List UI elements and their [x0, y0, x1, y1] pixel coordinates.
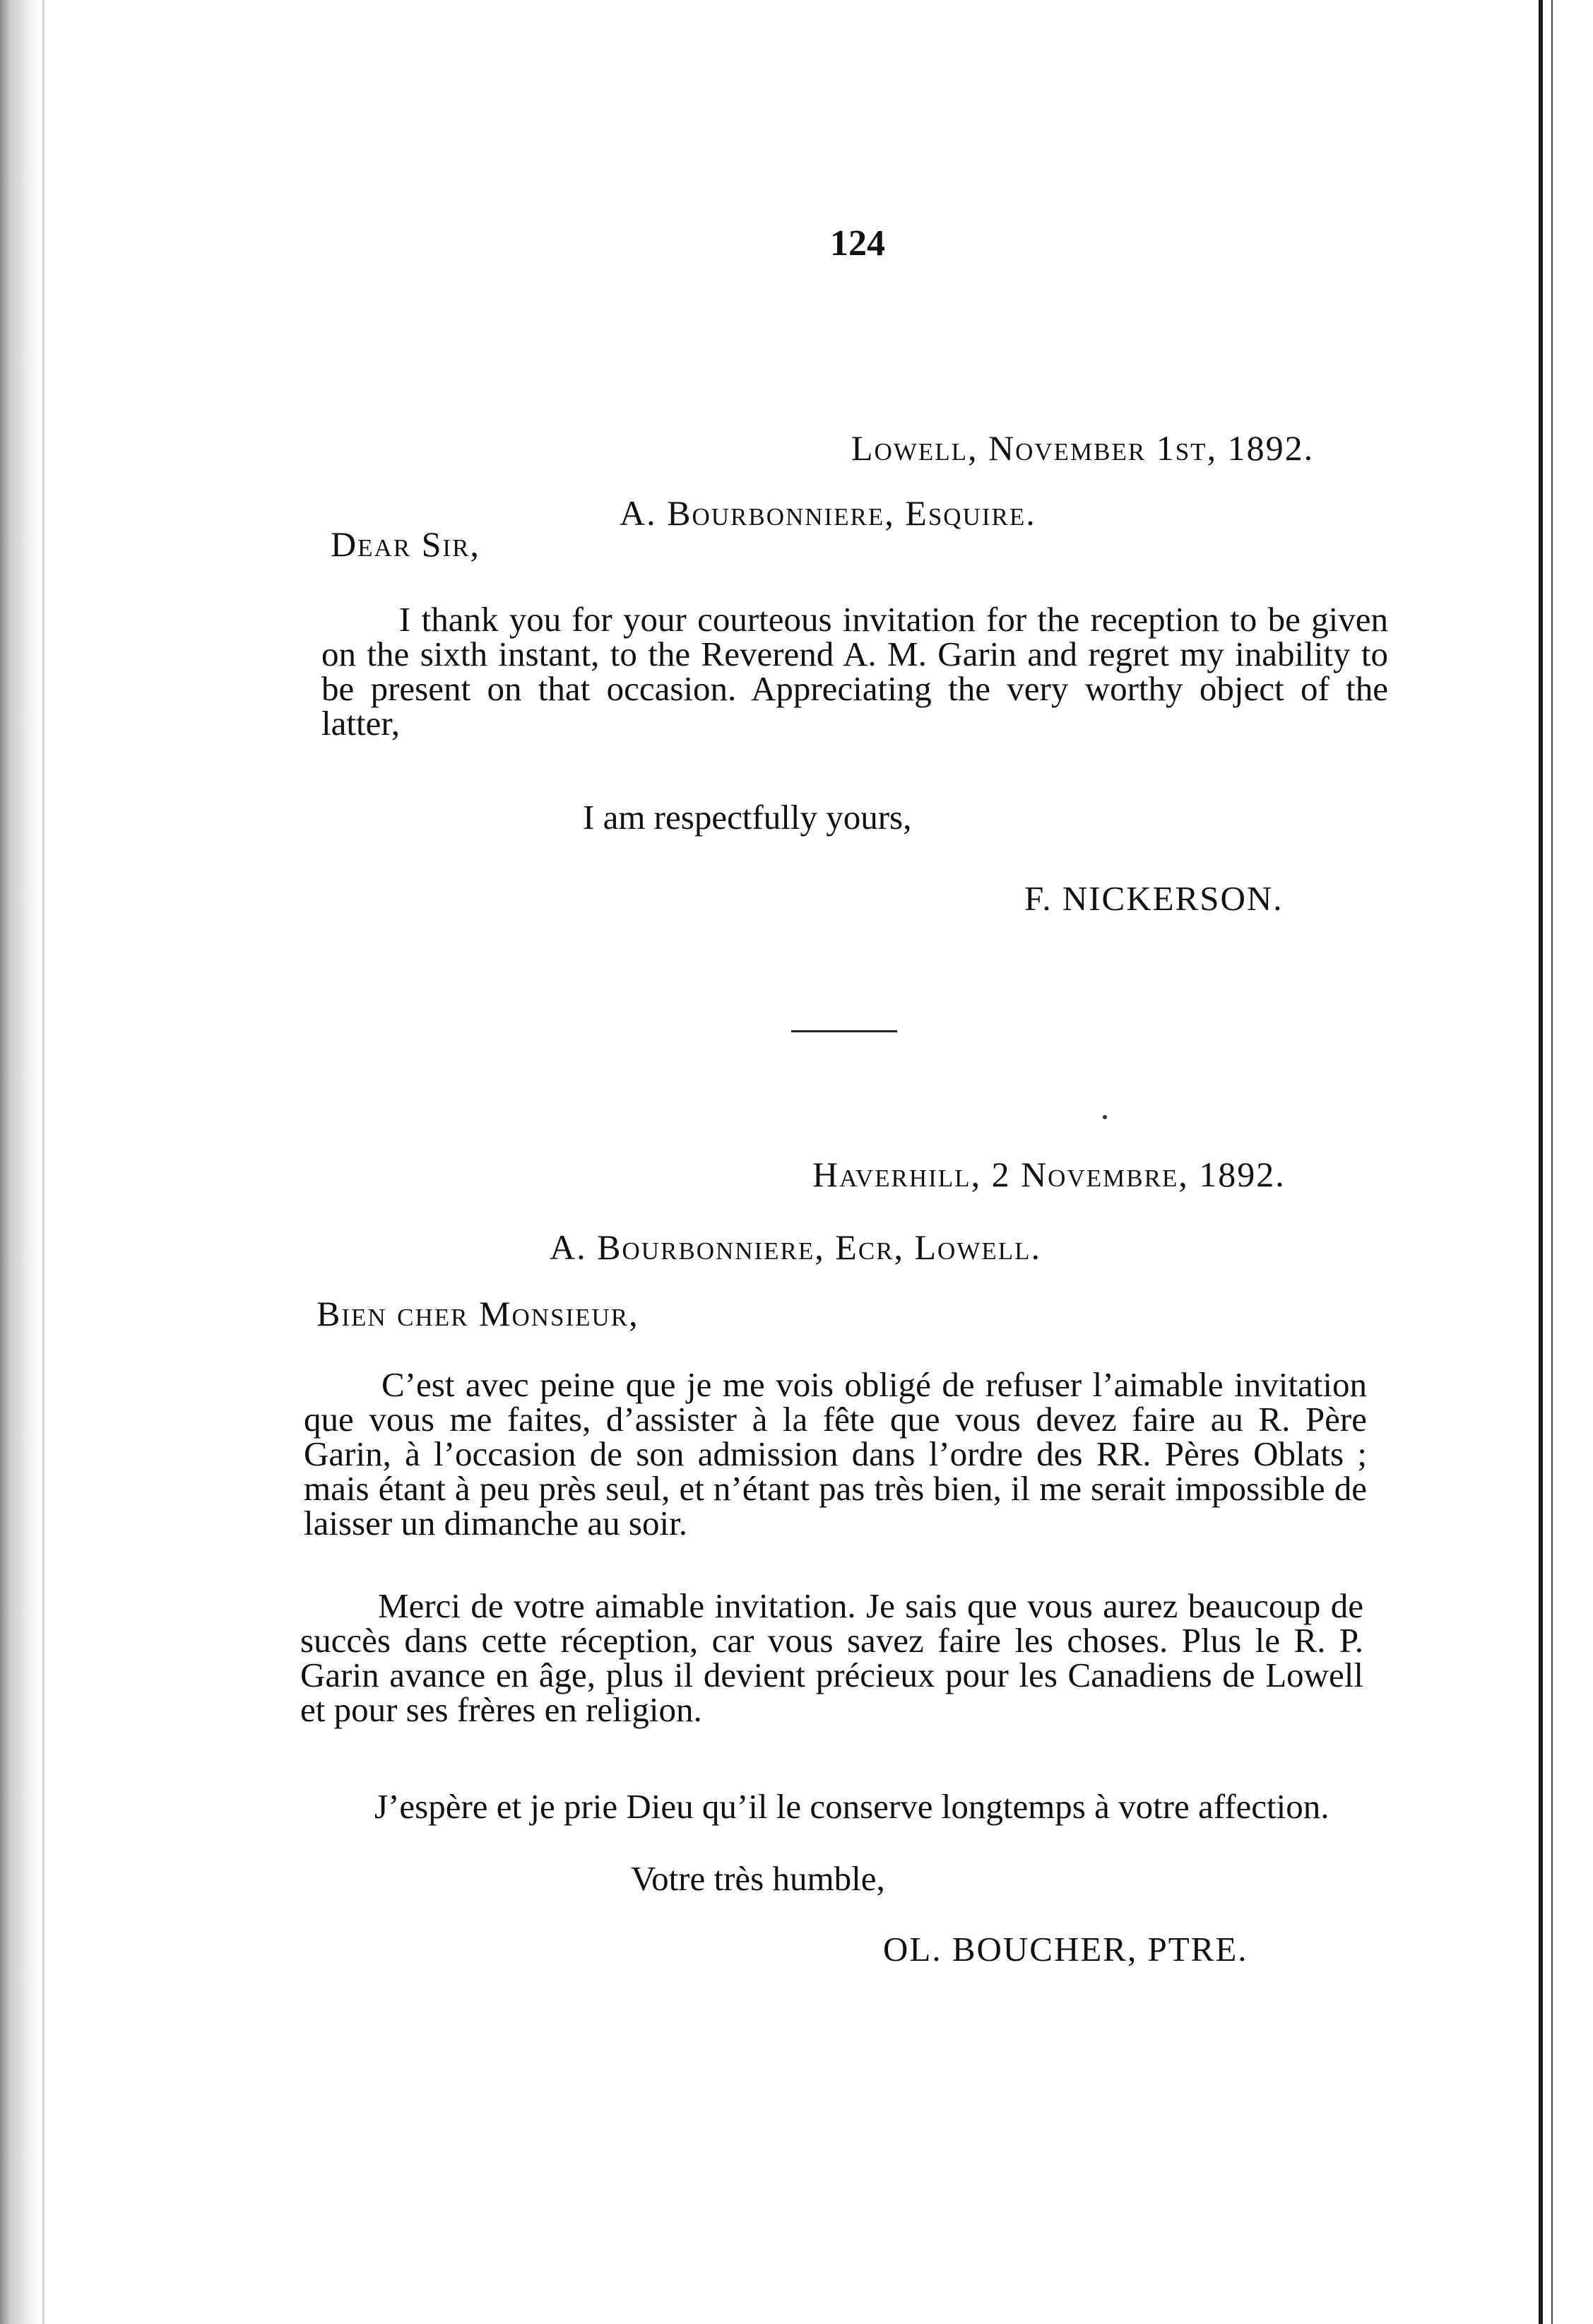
page-number: 124 — [830, 223, 885, 264]
letter2-closing: Votre très humble, — [631, 1859, 885, 1898]
letter1-closing: I am respectfully yours, — [583, 798, 912, 837]
letter2-addressee: A. Bourbonniere, Ecr, Lowell. — [550, 1227, 1042, 1267]
letter2-salutation: Bien cher Monsieur, — [316, 1294, 639, 1333]
left-binding-shadow — [0, 0, 41, 2324]
letter1-place-date: Lowell, November 1st, 1892. — [851, 428, 1315, 468]
letter1-salutation: Dear Sir, — [331, 524, 480, 564]
right-binding-line — [1551, 0, 1553, 2324]
letter2-paragraph-2: Merci de votre aimable invitation. Je sais que vous aurez beaucoup de succès dans cette réception, car vous savez faire les choses. Plus le R. P. Garin avance en âge, plus il devient précieux pour les Canadiens de Lowell et pour ses frères en religion. — [300, 1586, 1363, 1729]
right-margin — [1543, 0, 1593, 2324]
letter2-paragraph-3: J’espère et je prie Dieu qu’il le conserve longtemps à votre affection. — [374, 1787, 1330, 1826]
section-divider — [791, 1030, 897, 1032]
letter1-body: I thank you for your courteous invitation for the reception to be given on the sixth instant, to the Reverend A. M. Garin and regret my inability to be present on that occasion. Appreciating the very worthy object of the latter, — [321, 600, 1388, 743]
letter1-addressee: A. Bourbonniere, Esquire. — [620, 493, 1036, 533]
ink-speck — [1103, 1115, 1107, 1119]
letter1-signature: F. NICKERSON. — [1024, 879, 1284, 918]
letter2-place-date: Haverhill, 2 Novembre, 1892. — [812, 1155, 1286, 1194]
letter2-paragraph-1: C’est avec peine que je me vois obligé de refuser l’aimable invitation que vous me faites, d’assister à la fête que vous devez faire au R. Père Garin, à l’occasion de son admission dans l’ordre des RR. Pères Oblats ; mais étant à peu près seul, et n’étant pas très bien, il me serait impossible de laisser un dimanche au soir. — [304, 1365, 1367, 1543]
left-page-edge — [42, 0, 45, 2324]
letter2-signature: OL. BOUCHER, PTRE. — [883, 1930, 1248, 1969]
